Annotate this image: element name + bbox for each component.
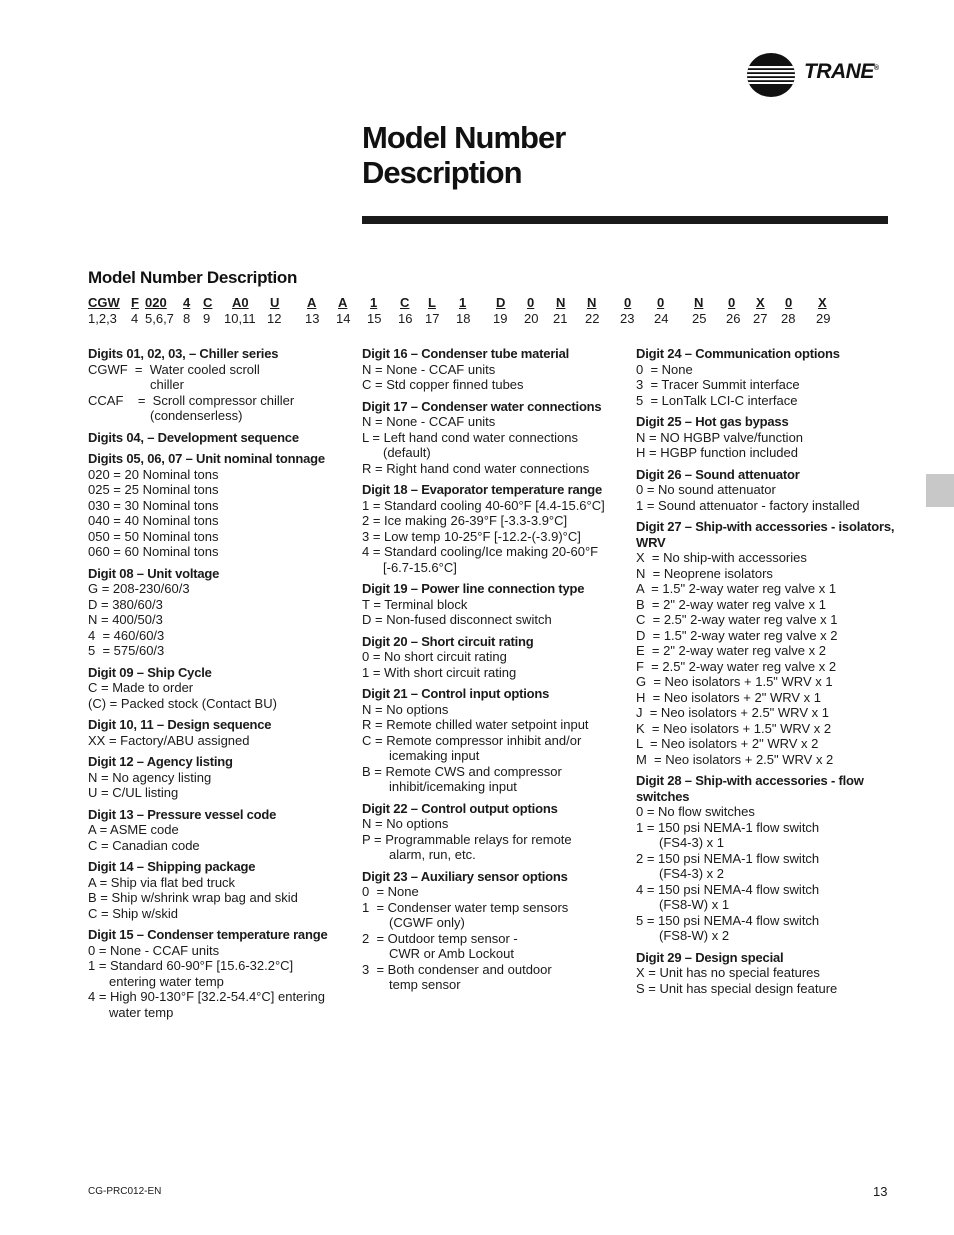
digit-block: [636, 467, 898, 514]
digit-option: 1 = Condenser water temp sensors: [362, 899, 569, 915]
digit-option: (C) = Packed stock (Contact BU): [88, 695, 277, 711]
model-digit-code: 0: [624, 295, 632, 310]
digit-title: Digit 15 – Condenser temperature range: [88, 927, 328, 942]
model-digit-code: 020: [145, 295, 167, 310]
model-digit-position: 17: [425, 311, 440, 326]
digit-title: Digit 22 – Control output options: [362, 800, 558, 816]
digit-option: 3 = Tracer Summit interface: [636, 377, 800, 392]
model-digit-code: N: [587, 295, 597, 310]
digit-option: A = 1.5" 2-way water reg valve x 1: [636, 581, 837, 596]
page-title-line-1: Model Number: [362, 120, 566, 155]
page-title: [362, 120, 882, 190]
digit-option: E = 2" 2-way water reg valve x 2: [636, 643, 826, 658]
digit-option: inhibit/icemaking input: [389, 779, 517, 794]
model-digit-position: 9: [203, 311, 211, 326]
digit-title: Digit 23 – Auxiliary sensor options: [362, 868, 568, 884]
digit-option: X = No ship-with accessories: [636, 550, 807, 565]
digit-option: 4 = 150 psi NEMA-4 flow switch: [636, 881, 820, 897]
digit-block: [88, 566, 350, 659]
digit-option: (FS4-3) x 2: [659, 866, 725, 881]
model-digit-code: 0: [728, 295, 736, 310]
digit-option: G = 208-230/60/3: [88, 581, 190, 596]
digit-block: [88, 346, 350, 424]
digit-option: 030 = 30 Nominal tons: [88, 497, 219, 513]
digit-option: 020 = 20 Nominal tons: [88, 466, 219, 482]
digit-block: [362, 869, 624, 993]
digit-option: 2 = Ice making 26-39°F [-3.3-3.9°C]: [362, 513, 568, 528]
digit-option: water temp: [109, 1004, 174, 1020]
digit-option: 0 = None: [362, 884, 419, 899]
document-code: CG-PRC012-EN: [88, 1186, 162, 1197]
digit-title: Digits 05, 06, 07 – Unit nominal tonnage: [88, 451, 325, 466]
digit-option: (FS4-3) x 1: [659, 835, 725, 850]
model-digit-position: 5,6,7: [145, 311, 174, 326]
page-title-line-2: Description: [362, 155, 522, 190]
digit-option: icemaking input: [389, 748, 480, 763]
digits-column-3: [636, 346, 898, 1002]
model-digit-position: 23: [620, 311, 635, 326]
digit-option: 1 = With short circuit rating: [362, 664, 517, 680]
model-digit-position: 29: [816, 311, 831, 326]
model-digit-code: X: [756, 295, 765, 310]
digit-title: Digit 17 – Condenser water connections: [362, 398, 602, 414]
digit-block: [362, 581, 624, 628]
digit-block: [636, 773, 898, 944]
digit-title: Digit 28 – Ship-with accessories - flow switches: [636, 773, 864, 804]
digit-option: CCAF = Scroll compressor chiller: [88, 392, 295, 408]
model-digit-position: 25: [692, 311, 707, 326]
digit-block: [362, 634, 624, 681]
digits-column-1: [88, 346, 350, 1026]
digit-title: Digit 29 – Design special: [636, 949, 784, 965]
digit-option: XX = Factory/ABU assigned: [88, 732, 250, 748]
digit-option: entering water temp: [109, 973, 224, 989]
digit-option: X = Unit has no special features: [636, 965, 820, 980]
digit-title: Digit 09 – Ship Cycle: [88, 664, 212, 680]
digit-block: [362, 399, 624, 477]
digit-option: 2 = 150 psi NEMA-1 flow switch: [636, 850, 820, 866]
digit-option: R = Right hand cond water connections: [362, 460, 590, 476]
model-digit-code: A0: [232, 295, 249, 310]
digit-title: Digits 04, – Development sequence: [88, 429, 299, 445]
digit-option: 0 = No short circuit rating: [362, 649, 507, 664]
model-digit-code: N: [556, 295, 566, 310]
digit-title: Digit 21 – Control input options: [362, 686, 550, 701]
digit-option: 4 = Standard cooling/Ice making 20-60°F: [362, 544, 599, 559]
model-digit-position: 21: [553, 311, 568, 326]
model-digit-position: 24: [654, 311, 669, 326]
model-digit-code: CGW: [88, 295, 120, 310]
model-digit-position: 18: [456, 311, 471, 326]
digit-option: K = Neo isolators + 1.5" WRV x 2: [636, 720, 832, 736]
title-rule: [362, 216, 888, 224]
digit-option: 3 = Low temp 10-25°F [-12.2-(-3.9)°C]: [362, 528, 581, 544]
model-digit-position: 19: [493, 311, 508, 326]
digit-block: [636, 414, 898, 461]
digit-option: C = Made to order: [88, 680, 194, 695]
model-digit-position: 28: [781, 311, 796, 326]
digit-title: Digit 16 – Condenser tube material: [362, 346, 570, 361]
digit-option: B = Ship w/shrink wrap bag and skid: [88, 890, 298, 905]
model-digit-code: 0: [785, 295, 793, 310]
model-digit-code: U: [270, 295, 280, 310]
digit-option: D = Non-fused disconnect switch: [362, 612, 552, 627]
digit-title: Digit 14 – Shipping package: [88, 859, 256, 874]
digit-option: CGWF = Water cooled scroll: [88, 361, 260, 377]
digit-option: 060 = 60 Nominal tons: [88, 544, 219, 559]
digit-title: Digit 12 – Agency listing: [88, 754, 233, 769]
digit-option: A = ASME code: [88, 822, 179, 837]
digit-title: Digit 26 – Sound attenuator: [636, 466, 800, 482]
model-digit-position: 22: [585, 311, 600, 326]
model-digit-code: 1: [459, 295, 467, 310]
digit-block: [88, 859, 350, 921]
model-digit-position: 13: [305, 311, 320, 326]
digit-title: Digit 08 – Unit voltage: [88, 565, 220, 581]
digit-option: 040 = 40 Nominal tons: [88, 513, 219, 528]
digit-block: [88, 717, 350, 748]
model-digit-position: 26: [726, 311, 741, 326]
digit-block: [88, 754, 350, 801]
digit-option: D = 1.5" 2-way water reg valve x 2: [636, 627, 838, 643]
digit-block: [362, 686, 624, 795]
side-tab-marker: [926, 474, 954, 507]
digit-option: 0 = None: [636, 361, 693, 377]
digit-option: [-6.7-15.6°C]: [383, 559, 457, 575]
digit-title: Digit 27 – Ship-with accessories - isolators, WRV: [636, 519, 895, 550]
digit-option: B = Remote CWS and compressor: [362, 763, 562, 779]
page-number: 13: [873, 1184, 888, 1199]
digit-title: Digit 10, 11 – Design sequence: [88, 717, 272, 732]
digit-option: (default): [383, 445, 431, 460]
digit-option: N = No agency listing: [88, 769, 212, 785]
digit-option: N = None - CCAF units: [362, 414, 496, 429]
digit-option: 1 = Standard 60-90°F [15.6-32.2°C]: [88, 958, 294, 973]
digit-option: C = Canadian code: [88, 837, 200, 853]
digit-block: [636, 950, 898, 997]
digit-option: 1 = 150 psi NEMA-1 flow switch: [636, 819, 820, 835]
digit-title: Digits 01, 02, 03, – Chiller series: [88, 346, 279, 361]
digit-option: 5 = LonTalk LCI-C interface: [636, 392, 798, 408]
digit-option: S = Unit has special design feature: [636, 980, 838, 996]
digit-option: (condenserless): [150, 408, 243, 423]
digit-option: alarm, run, etc.: [389, 847, 476, 862]
digit-option: D = 380/60/3: [88, 596, 163, 612]
model-digit-position: 20: [524, 311, 539, 326]
digits-column-2: [362, 346, 624, 999]
digit-option: 0 = No flow switches: [636, 804, 755, 819]
digit-option: temp sensor: [389, 977, 461, 992]
digit-block: [88, 430, 350, 446]
model-digit-code: D: [496, 295, 506, 310]
digit-option: R = Remote chilled water setpoint input: [362, 717, 589, 732]
model-digit-code: 1: [370, 295, 378, 310]
model-digit-code: 4: [183, 295, 191, 310]
digit-option: 4 = 460/60/3: [88, 627, 165, 643]
digit-option: C = Ship w/skid: [88, 905, 178, 921]
model-digit-position: 10,11: [224, 311, 256, 326]
trane-globe-icon: [746, 52, 796, 98]
digit-option: N = None - CCAF units: [362, 361, 496, 377]
digit-option: H = Neo isolators + 2" WRV x 1: [636, 689, 822, 705]
digit-option: P = Programmable relays for remote: [362, 831, 572, 847]
digit-option: 4 = High 90-130°F [32.2-54.4°C] entering: [88, 989, 325, 1004]
digit-option: C = 2.5" 2-way water reg valve x 1: [636, 612, 838, 627]
digit-title: Digit 13 – Pressure vessel code: [88, 806, 277, 822]
trane-logo: [746, 52, 896, 98]
digit-option: 1 = Sound attenuator - factory installed: [636, 497, 860, 513]
section-heading: Model Number Description: [88, 268, 298, 287]
digit-block: [362, 801, 624, 863]
brand-name: TRANE®: [804, 60, 879, 83]
digit-option: 3 = Both condenser and outdoor: [362, 961, 552, 977]
digit-block: [88, 807, 350, 854]
digit-option: C = Remote compressor inhibit and/or: [362, 732, 582, 748]
digit-title: Digit 25 – Hot gas bypass: [636, 414, 789, 429]
model-digit-code: A: [338, 295, 348, 310]
digit-title: Digit 24 – Communication options: [636, 346, 840, 361]
digit-option: N = NO HGBP valve/function: [636, 429, 804, 445]
digit-block: [636, 519, 898, 767]
digit-title: Digit 20 – Short circuit rating: [362, 633, 534, 649]
digit-option: F = 2.5" 2-way water reg valve x 2: [636, 658, 837, 674]
digit-option: 5 = 575/60/3: [88, 643, 165, 658]
digit-option: N = 400/50/3: [88, 612, 163, 627]
digit-option: 025 = 25 Nominal tons: [88, 482, 219, 497]
digit-option: CWR or Amb Lockout: [389, 946, 514, 961]
digit-option: chiller: [150, 377, 184, 392]
model-digit-position: 8: [183, 311, 191, 326]
model-digit-code: X: [818, 295, 827, 310]
digit-option: (CGWF only): [389, 915, 465, 930]
digit-option: N = Neoprene isolators: [636, 565, 773, 581]
model-digit-code: F: [131, 295, 139, 310]
model-digit-code: A: [307, 295, 317, 310]
digit-block: [88, 665, 350, 712]
digit-option: 0 = None - CCAF units: [88, 942, 220, 958]
model-digit-position: 15: [367, 311, 382, 326]
model-digit-position: 12: [267, 311, 282, 326]
model-digit-code: C: [400, 295, 410, 310]
digit-block: [88, 927, 350, 1020]
digit-option: 1 = Standard cooling 40-60°F [4.4-15.6°C]: [362, 497, 605, 513]
digit-block: [636, 346, 898, 408]
digit-option: H = HGBP function included: [636, 445, 798, 460]
digit-title: Digit 18 – Evaporator temperature range: [362, 482, 602, 497]
digit-option: U = C/UL listing: [88, 785, 179, 800]
digit-option: B = 2" 2-way water reg valve x 1: [636, 596, 826, 612]
model-digit-position: 4: [131, 311, 139, 326]
digit-option: 5 = 150 psi NEMA-4 flow switch: [636, 912, 820, 928]
digit-option: M = Neo isolators + 2.5" WRV x 2: [636, 751, 834, 767]
digit-option: G = Neo isolators + 1.5" WRV x 1: [636, 674, 833, 689]
digit-option: C = Std copper finned tubes: [362, 377, 524, 392]
digit-option: (FS8-W) x 2: [659, 928, 730, 943]
model-digit-position: 16: [398, 311, 413, 326]
digit-option: L = Neo isolators + 2" WRV x 2: [636, 736, 819, 751]
digit-block: [362, 346, 624, 393]
digit-option: J = Neo isolators + 2.5" WRV x 1: [636, 705, 829, 720]
digit-block: [88, 451, 350, 560]
model-digit-position: 14: [336, 311, 351, 326]
digit-block: [362, 482, 624, 575]
digit-option: N = No options: [362, 816, 449, 831]
digit-option: 2 = Outdoor temp sensor -: [362, 930, 518, 946]
model-digit-code: N: [694, 295, 704, 310]
model-digit-code: L: [428, 295, 436, 310]
digit-option: 0 = No sound attenuator: [636, 482, 776, 497]
digit-option: N = No options: [362, 701, 449, 717]
model-digit-code: C: [203, 295, 213, 310]
digit-option: 050 = 50 Nominal tons: [88, 528, 219, 544]
digit-option: A = Ship via flat bed truck: [88, 874, 236, 890]
model-digit-code: 0: [527, 295, 535, 310]
digit-title: Digit 19 – Power line connection type: [362, 581, 585, 596]
model-digit-position: 27: [753, 311, 768, 326]
digit-option: L = Left hand cond water connections: [362, 429, 578, 445]
digit-option: T = Terminal block: [362, 596, 468, 612]
digit-option: (FS8-W) x 1: [659, 897, 730, 912]
model-digit-code: 0: [657, 295, 665, 310]
model-digit-position: 1,2,3: [88, 311, 117, 326]
